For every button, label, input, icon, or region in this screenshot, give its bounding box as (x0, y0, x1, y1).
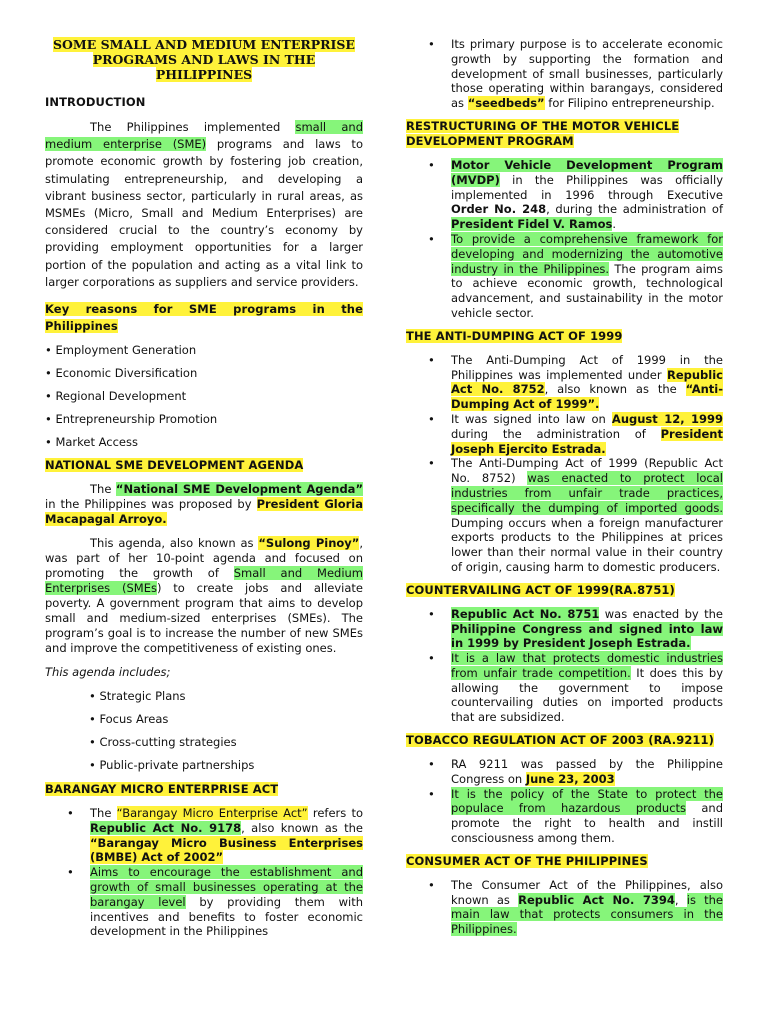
introduction-heading: INTRODUCTION (45, 95, 146, 109)
bmbe-list (45, 806, 363, 939)
list-item: • Market Access (45, 435, 138, 450)
list-item: • Strategic Plans (89, 689, 186, 704)
title-line-3: PHILIPPINES (155, 67, 253, 82)
list-item: • Employment Generation (45, 343, 197, 358)
list-item: • Its primary purpose is to accelerate economic growth by supporting the formation and development of small businesses, particularly those operating within barangays, considered as “seedbeds” for Filipino entrepreneurship. (428, 37, 723, 111)
right-column (406, 0, 723, 937)
left-column (45, 0, 363, 939)
agenda-includes-label: This agenda includes; (45, 665, 171, 680)
reasons-list (45, 343, 363, 450)
antidumping-heading: THE ANTI-DUMPING ACT OF 1999 (406, 328, 623, 343)
list-item: • The “Barangay Micro Enterprise Act” refers to Republic Act No. 9178, also known as the “Barangay Micro Business Enterprises (BMBE) Act of 2002” (67, 806, 364, 865)
list-item: • To provide a comprehensive framework for developing and modernizing the automotive industry in the Philippines. The program aims to achieve economic growth, technological advancement, and sustainability in the motor vehicle sector. (428, 231, 723, 320)
nsda-paragraph-2: This agenda, also known as “Sulong Pinoy”, was part of her 10-point agenda and focused on promoting the growth of Small and Medium Enterprises (SMEs) to create jobs and alleviate poverty. A government program that aims to develop small and medium-sized enterprises (SMEs). The program’s goal is to increase the number of new SMEs and improve the competitiveness of existing ones. (45, 536, 363, 656)
list-item: • Public-private partnerships (89, 758, 255, 773)
countervailing-list (406, 607, 723, 725)
list-item: • Entrepreneurship Promotion (45, 412, 218, 427)
list-item: • Focus Areas (89, 712, 169, 727)
mvdp-list (406, 158, 723, 321)
sme-highlight: small and medium enterprise (SME) (45, 120, 363, 152)
nsda-paragraph-1: The “National SME Development Agenda” in the Philippines was proposed by President Gloria Macapagal Arroyo. (45, 482, 364, 527)
list-item: • Economic Diversification (45, 366, 198, 381)
list-item: • The Anti-Dumping Act of 1999 in the Philippines was implemented under Republic Act No. 8752, also known as the “Anti-Dumping Act of 1999”. (428, 352, 723, 412)
tobacco-heading: TOBACCO REGULATION ACT OF 2003 (RA.9211) (406, 733, 714, 748)
countervailing-heading: COUNTERVAILING ACT OF 1999(RA.8751) (406, 582, 675, 597)
list-item: • It is the policy of the State to protect the populace from hazardous products and promote the right to health and instill consciousness among them. (428, 786, 723, 846)
key-reasons-heading: Key reasons for SME programs in the Philippines (45, 302, 363, 334)
bmbe-heading: BARANGAY MICRO ENTERPRISE ACT (45, 782, 279, 797)
nsda-heading: NATIONAL SME DEVELOPMENT AGENDA (45, 458, 304, 473)
list-item: • It is a law that protects domestic industries from unfair trade competition. It does this by allowing the government to impose countervailing duties on imported products that are subsidized. (428, 651, 724, 725)
document-title (45, 37, 363, 82)
list-item: • Cross-cutting strategies (89, 735, 237, 750)
list-item: • Republic Act No. 8751 was enacted by the Philippine Congress and signed into law in 1999 by President Joseph Estrada. (428, 606, 723, 651)
list-item: • Regional Development (45, 389, 187, 404)
list-item: • It was signed into law on August 12, 1999 during the administration of President Joseph Ejercito Estrada. (428, 411, 723, 456)
introduction-paragraph: The Philippines implemented small and medium enterprise (SME) programs and laws to promote economic growth by fostering job creation, stimulating entrepreneurship, and developing a vibrant business sector, particularly in rural areas, as MSMEs (Micro, Small and Medium Enterprises) are considered crucial to the country’s economy by providing employment opportunities for a larger portion of the population and acting as a vital link to larger corporations as suppliers and service providers. (45, 120, 363, 289)
tobacco-list (406, 757, 723, 846)
list-item: • Motor Vehicle Development Program (MVDP) in the Philippines was officially implemented in 1996 through Executive Order No. 248, during the administration of President Fidel V. Ramos. (428, 157, 723, 232)
title-line-1: SOME SMALL AND MEDIUM ENTERPRISE (53, 37, 355, 52)
list-item: • The Consumer Act of the Philippines, also known as Republic Act No. 7394, is the main law that protects consumers in the Philippines. (428, 877, 724, 937)
mvdp-heading: RESTRUCTURING OF THE MOTOR VEHICLE DEVELOPMENT PROGRAM (406, 118, 680, 148)
antidumping-list (406, 353, 723, 575)
bmbe-list-continued (406, 37, 723, 111)
agenda-list (45, 689, 363, 773)
list-item: • Aims to encourage the establishment and growth of small businesses operating at the barangay level by providing them with incentives and benefits to foster economic development in the Philippines (67, 865, 363, 939)
consumer-list (406, 878, 723, 937)
consumer-heading: CONSUMER ACT OF THE PHILIPPINES (406, 853, 648, 868)
title-line-2: PROGRAMS AND LAWS IN THE (92, 52, 316, 67)
list-item: • The Anti-Dumping Act of 1999 (Republic Act No. 8752) was enacted to protect local industries from unfair trade practices, specifically the dumping of imported goods. Dumping occurs when a foreign manufacturer exports products to the Philippines at prices lower than their normal value in their country of origin, causing harm to domestic producers. (428, 456, 723, 574)
list-item: • RA 9211 was passed by the Philippine Congress on June 23, 2003 (428, 757, 723, 786)
